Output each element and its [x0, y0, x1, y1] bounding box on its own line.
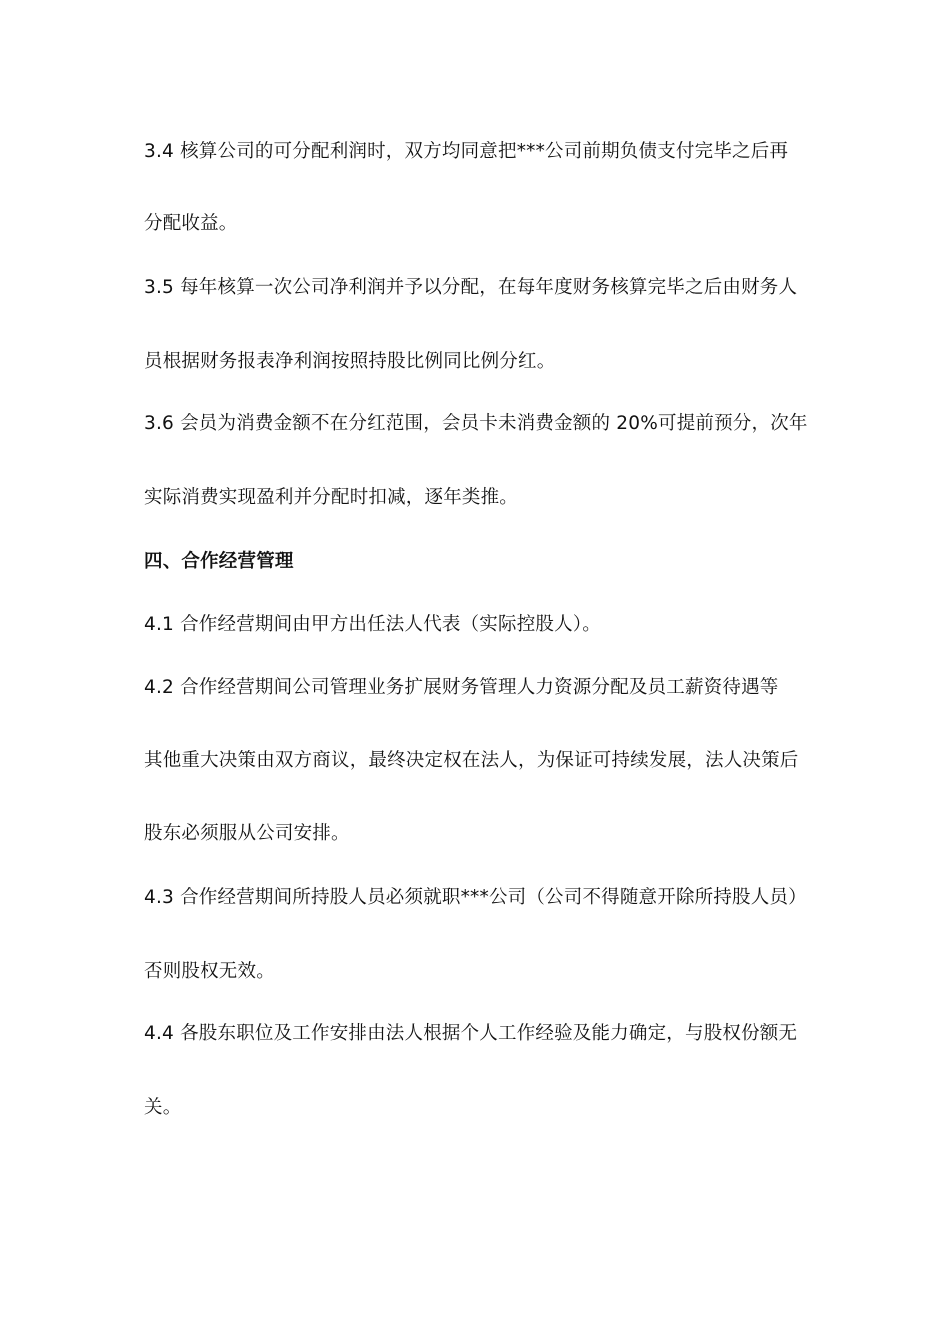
clause-3-6-line-2: 实际消费实现盈利并分配时扣减，逐年类推。 [144, 487, 519, 508]
clause-4-3-line-2: 否则股权无效。 [144, 961, 275, 982]
clause-4-2-line-2: 其他重大决策由双方商议，最终决定权在法人，为保证可持续发展，法人决策后 [144, 750, 799, 771]
clause-4-3-line-1: 4.3 合作经营期间所持股人员必须就职***公司（公司不得随意开除所持股人员） [144, 887, 807, 908]
clause-3-6-line-1: 3.6 会员为消费金额不在分红范围，会员卡未消费金额的 20%可提前预分，次年 [144, 413, 808, 434]
clause-4-4-line-1: 4.4 各股东职位及工作安排由法人根据个人工作经验及能力确定，与股权份额无 [144, 1023, 798, 1044]
clause-4-4-line-2: 关。 [144, 1097, 182, 1118]
clause-4-2-line-1: 4.2 合作经营期间公司管理业务扩展财务管理人力资源分配及员工薪资待遇等 [144, 677, 779, 698]
clause-3-5-line-2: 员根据财务报表净利润按照持股比例同比例分红。 [144, 351, 556, 372]
clause-3-4-line-1: 3.4 核算公司的可分配利润时，双方均同意把***公司前期负债支付完毕之后再 [144, 141, 789, 162]
clause-4-2-line-3: 股东必须服从公司安排。 [144, 823, 350, 844]
clause-3-5-line-1: 3.5 每年核算一次公司净利润并予以分配，在每年度财务核算完毕之后由财务人 [144, 277, 798, 298]
clause-3-4-line-2: 分配收益。 [144, 213, 238, 234]
clause-4-1-line-1: 4.1 合作经营期间由甲方出任法人代表（实际控股人）。 [144, 614, 601, 635]
section-heading: 四、合作经营管理 [144, 551, 294, 572]
